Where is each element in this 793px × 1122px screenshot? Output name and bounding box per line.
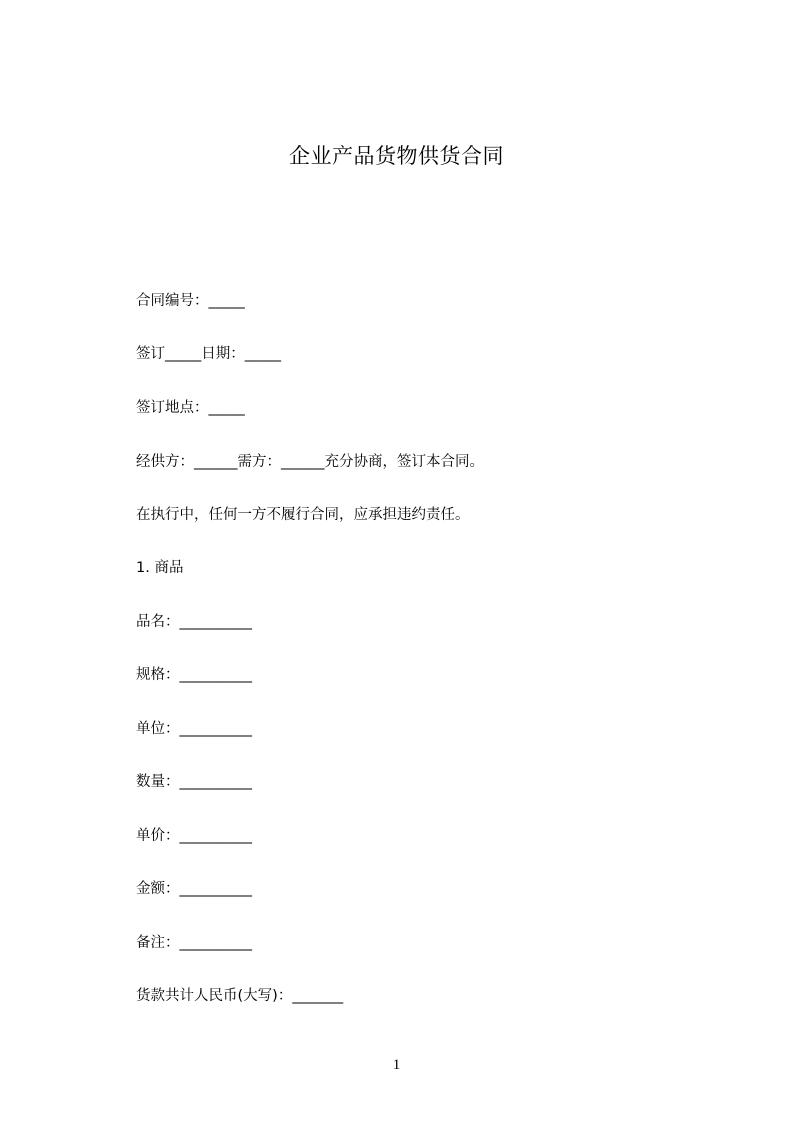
parties-agreement-line: 经供方：______需方：______充分协商，签订本合同。 xyxy=(136,454,484,470)
page-number: 1 xyxy=(392,1057,401,1073)
specification-line: 规格：__________ xyxy=(136,667,252,683)
total-payment-line: 货款共计人民币(大写)：_______ xyxy=(136,988,344,1004)
quantity-line: 数量：__________ xyxy=(136,774,252,790)
document-title: 企业产品货物供货合同 xyxy=(289,144,504,168)
signing-date-line: 签订_____日期：_____ xyxy=(136,346,281,362)
contract-number-line: 合同编号：_____ xyxy=(136,293,245,309)
unit-price-line: 单价：__________ xyxy=(136,828,252,844)
remarks-line: 备注：__________ xyxy=(136,935,252,951)
unit-line: 单位：__________ xyxy=(136,721,252,737)
liability-clause-line: 在执行中，任何一方不履行合同，应承担违约责任。 xyxy=(136,507,470,523)
signing-place-line: 签订地点：_____ xyxy=(136,400,245,416)
section-goods-heading: 1. 商品 xyxy=(136,560,184,576)
amount-line: 金额：__________ xyxy=(136,881,252,897)
product-name-line: 品名：__________ xyxy=(136,614,252,630)
